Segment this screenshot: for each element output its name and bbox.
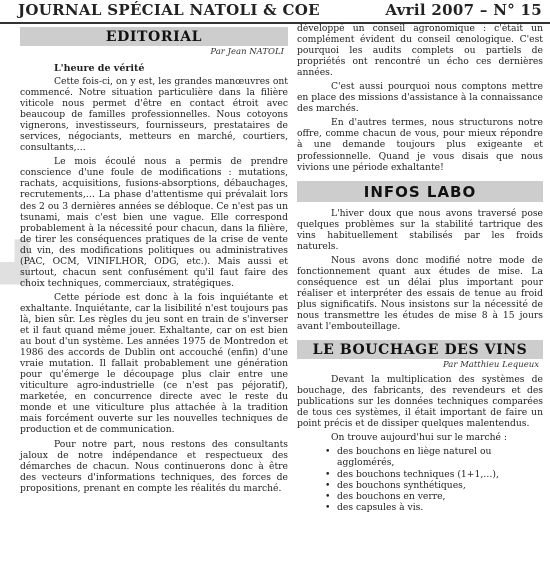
bouchage-paragraph: Devant la multiplication des systèmes de bouchage, des fabricants, des revendeurs et des publications sur les données techniques comparées de tous ces systèmes, il était important de faire un point précis et de dissiper quelques malentendus. bbox=[297, 374, 543, 430]
editorial-paragraph: Pour notre part, nous restons des consultants jaloux de notre indépendance et respectueux des démarches de chacun. Nous continuerons donc à être des vecteurs d'informations techniques, des forces de propositions, prenant en compte les réalités du marché. bbox=[20, 438, 288, 494]
editorial-continued-paragraph: C'est aussi pourquoi nous comptons mettre en place des missions d'assistance à la connaissance des marchés. bbox=[297, 81, 543, 115]
editorial-continued-paragraph: développé un conseil agronomique : c'était un complément évident du conseil œnologique. C'est pourquoi les audits complets ou partiels de propriétés ont rencontré un écho ces dernières années. bbox=[297, 23, 543, 79]
infos-labo-paragraph: Nous avons donc modifié notre mode de fonctionnement quant aux études de mise. La conséquence est un délai plus important pour réaliser et interpréter des essais de tenue au froid plus significatifs. Nous insistons sur la nécessité de nous transmettre les études de mise 8 à 15 jours avant l'embouteillage. bbox=[297, 254, 543, 333]
bouchage-byline: Par Matthieu Lequeux bbox=[442, 360, 539, 371]
list-item: • des bouchons en verre, bbox=[325, 491, 543, 502]
editorial-paragraph: Le mois écoulé nous a permis de prendre conscience d'une foule de modifications : mutations, rachats, acquisitions, fusions-absorptions, débauchages, recrutements,… La phase d'attentisme qui prévalait lors des 2 ou 3 dernières années se débloque. Ce n'est pas un tsunami, mais c'est bien une vague. Elle correspond probablement à la nécessité pour chacun, dans la filière, de tirer les conséquences pratiques de la crise de vente du vin, des modifications politiques ou administratives (PAC, OCM, VINIFLHOR, ODG, etc.). Mais aussi et surtout, chacun sent confusément qu'il faut faire des choix techniques, commerciaux, stratégiques. bbox=[20, 156, 288, 289]
editorial-subheading: L'heure de vérité bbox=[54, 63, 145, 74]
list-item: • des bouchons techniques (1+1,…), bbox=[325, 469, 543, 480]
editorial-heading: EDITORIAL bbox=[20, 27, 288, 46]
editorial-continued-paragraph: En d'autres termes, nous structurons notre offre, comme chacun de vous, pour mieux répondre à une demande toujours plus exigeante et professionnelle. Quand je vous disais que nous vivions une période exhaltante! bbox=[297, 117, 543, 173]
editorial-byline: Par Jean NATOLI bbox=[210, 47, 284, 57]
bouchage-heading: LE BOUCHAGE DES VINS bbox=[297, 340, 543, 359]
left-column bbox=[20, 27, 288, 497]
issue-number: Avril 2007 – N° 15 bbox=[385, 1, 542, 19]
right-column bbox=[297, 23, 543, 513]
editorial-paragraph: Cette fois-ci, on y est, les grandes manœuvres ont commencé. Notre situation particulière dans la filière viticole nous permet d'être en contact étroit avec beaucoup de familles professionnelles. Nous cotoyons vignerons, investisseurs, fournisseurs, prestataires de services, négociants, metteurs en marché, courtiers, consultants,… bbox=[20, 76, 288, 154]
masthead bbox=[0, 0, 550, 24]
infos-labo-paragraph: L'hiver doux que nous avons traversé pose quelques problèmes sur la stabilité tartrique des vins habituellement stabilisés par les froids naturels. bbox=[297, 207, 543, 252]
watermark-shape: ▟ bbox=[0, 240, 30, 284]
list-item: • des bouchons synthétiques, bbox=[325, 480, 543, 491]
editorial-paragraph: Cette période est donc à la fois inquiétante et exhaltante. Inquiétante, car la lisibilité n'est toujours pas là, bien sûr. Les règles du jeu sont en train de s'inverser et il faut quand même jouer. Exhaltante, car on est bien au bout d'un système. Les années 1975 de Montredon et 1986 des accords de Dublin ont accouché (enfin) d'une vraie mutation. Il fallait probablement une génération pour qu'émerge le découpage plus clair entre une viticulture agro-industrielle (ce n'est pas péjoratif), marketée, en concurrence directe avec le reste du monde et une viticulture plus attachée à la tradition mais forcément ouverte sur les nouvelles techniques de production et de communication. bbox=[20, 291, 288, 436]
infos-labo-heading: INFOS LABO bbox=[297, 181, 543, 202]
list-item: • des bouchons en liège naturel ou agglomérés, bbox=[325, 446, 543, 468]
journal-title: JOURNAL SPÉCIAL NATOLI & COE bbox=[18, 1, 320, 19]
list-item: • des capsules à vis. bbox=[325, 502, 543, 513]
bouchage-paragraph: On trouve aujourd'hui sur le marché : bbox=[331, 432, 507, 444]
closure-types-list bbox=[297, 446, 543, 512]
